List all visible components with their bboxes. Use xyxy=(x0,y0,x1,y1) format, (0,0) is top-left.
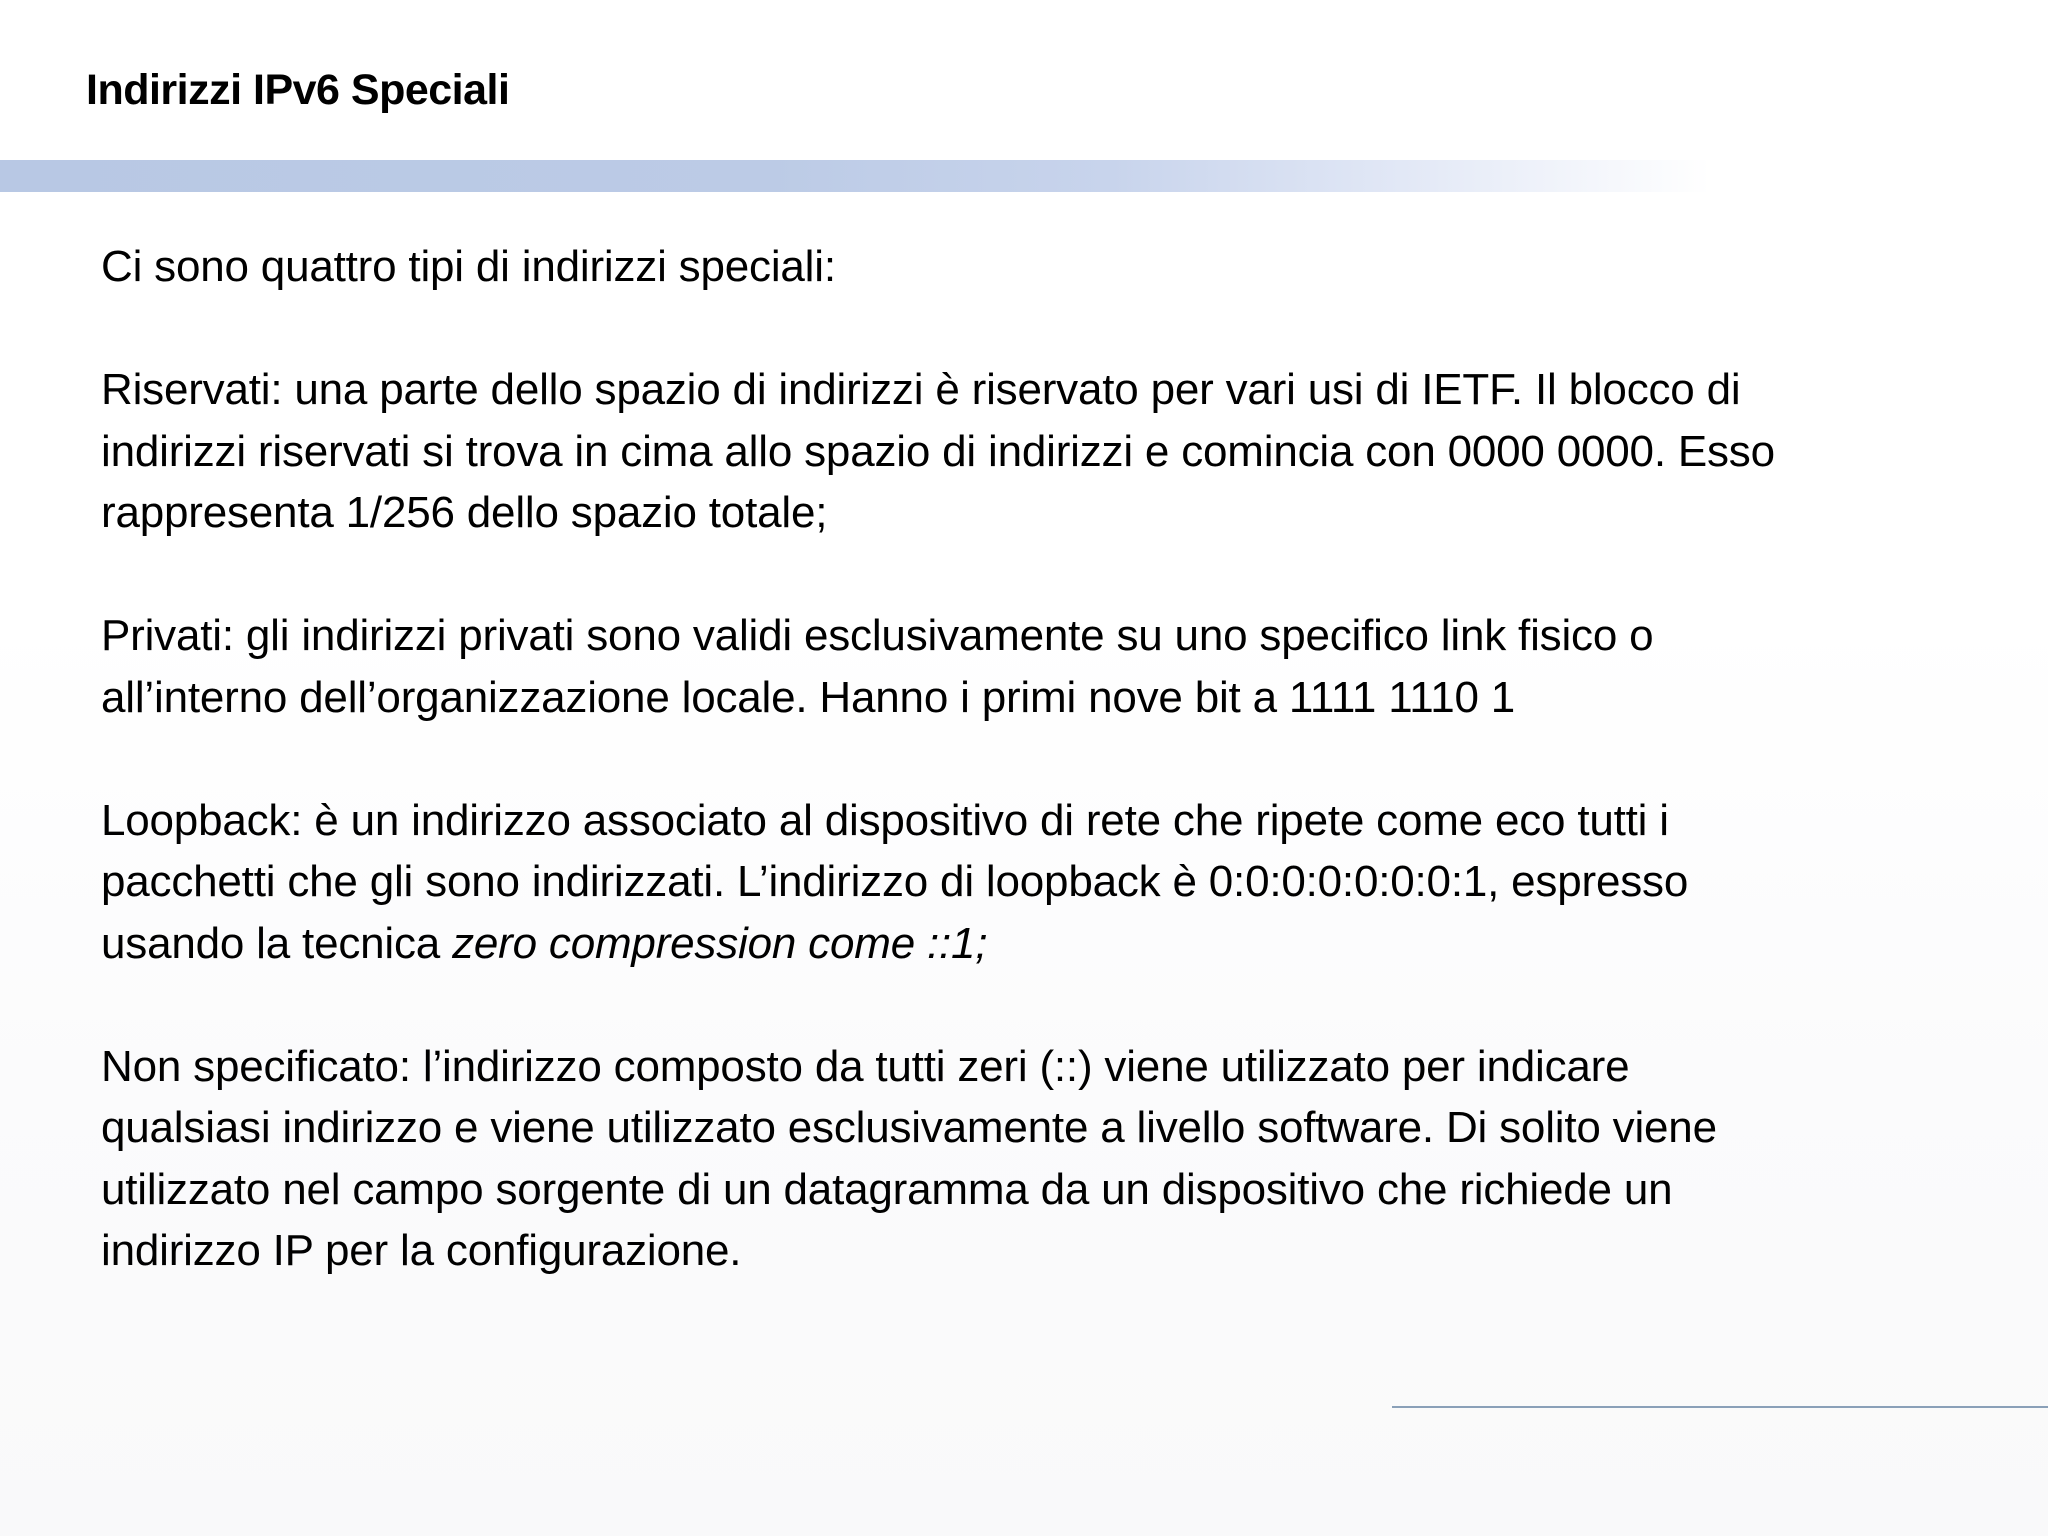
paragraph-non-specificato xyxy=(101,1036,1981,1282)
title-underline-bar xyxy=(0,160,1710,192)
intro-text: Ci sono quattro tipi di indirizzi speciali: xyxy=(101,242,836,291)
intro-paragraph xyxy=(101,236,1981,298)
riservati-line-2: indirizzi riservati si trova in cima allo spazio di indirizzi e comincia con 0000 0000. Esso xyxy=(101,426,1775,476)
privati-line-1: Privati: gli indirizzi privati sono validi esclusivamente su uno specifico link fisico o xyxy=(101,611,1654,660)
paragraph-loopback xyxy=(101,790,1981,975)
privati-line-2: all’interno dell’organizzazione locale. Hanno i primi nove bit a 1111 1110 1 xyxy=(101,672,1516,722)
non-specificato-line-2: qualsiasi indirizzo e viene utilizzato esclusivamente a livello software. Di solito viene xyxy=(101,1103,1717,1152)
non-specificato-line-1: Non specificato: l’indirizzo composto da tutti zeri (::) viene utilizzato per indicare xyxy=(101,1041,1630,1091)
loopback-line-1: Loopback: è un indirizzo associato al dispositivo di rete che ripete come eco tutti i xyxy=(101,795,1669,845)
loopback-line-3 xyxy=(101,913,1981,975)
paragraph-riservati xyxy=(101,359,1981,544)
footer-divider-line xyxy=(1392,1406,2048,1408)
non-specificato-line-3: utilizzato nel campo sorgente di un datagramma da un dispositivo che richiede un xyxy=(101,1164,1673,1214)
loopback-line-2: pacchetti che gli sono indirizzati. L’indirizzo di loopback è 0:0:0:0:0:0:0:1, espresso xyxy=(101,857,1689,906)
riservati-line-1: Riservati: una parte dello spazio di indirizzi è riservato per vari usi di IETF. Il blocco di xyxy=(101,365,1741,414)
non-specificato-line-4: indirizzo IP per la configurazione. xyxy=(101,1226,742,1275)
slide-body xyxy=(101,236,1981,1282)
loopback-line-3-italic: zero compression come ::1; xyxy=(452,918,988,968)
slide-title: Indirizzi IPv6 Speciali xyxy=(86,66,510,114)
paragraph-privati xyxy=(101,605,1981,728)
riservati-line-3: rappresenta 1/256 dello spazio totale; xyxy=(101,488,828,537)
loopback-line-3-prefix: usando la tecnica xyxy=(101,918,453,968)
